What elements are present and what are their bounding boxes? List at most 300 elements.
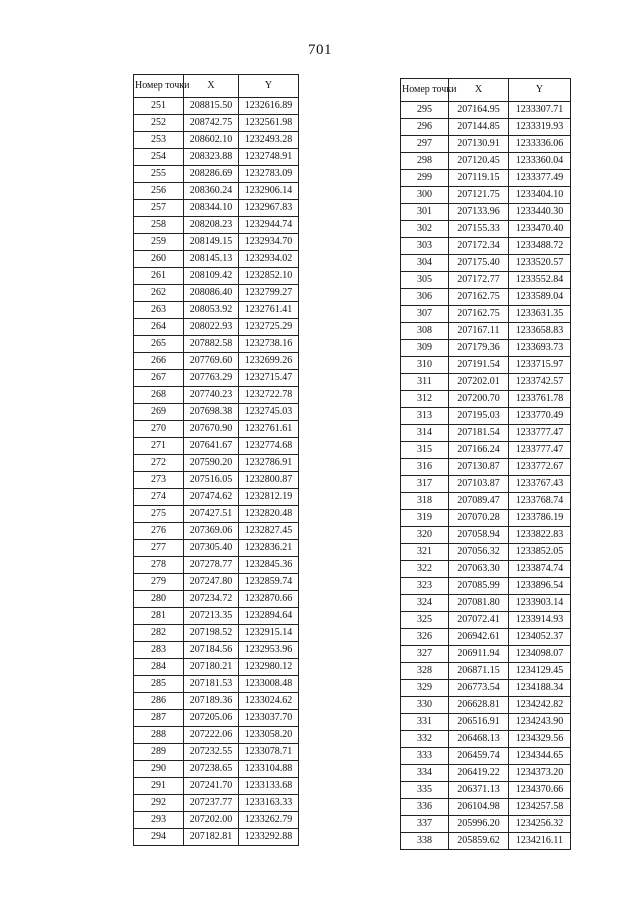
x-coordinate-cell: 205859.62: [449, 833, 509, 850]
point-number-cell: 333: [401, 748, 449, 765]
page-number: 701: [308, 42, 332, 58]
y-coordinate-cell: 1233822.83: [509, 527, 571, 544]
table-row: [401, 340, 571, 357]
table-row: [401, 527, 571, 544]
point-number-cell: 269: [134, 404, 184, 421]
point-number-cell: 270: [134, 421, 184, 438]
x-coordinate-cell: 206871.15: [449, 663, 509, 680]
x-coordinate-cell: 208145.13: [184, 251, 239, 268]
x-coordinate-cell: 208602.10: [184, 132, 239, 149]
point-number-cell: 259: [134, 234, 184, 251]
point-number-cell: 256: [134, 183, 184, 200]
y-coordinate-cell: 1233896.54: [509, 578, 571, 595]
x-coordinate-cell: 208323.88: [184, 149, 239, 166]
table-row: [401, 425, 571, 442]
y-coordinate-cell: 1232786.91: [239, 455, 299, 472]
table-header-row: [401, 79, 571, 102]
x-coordinate-cell: 207058.94: [449, 527, 509, 544]
x-coordinate-cell: 207181.54: [449, 425, 509, 442]
table-row: [134, 149, 299, 166]
table-row: [134, 251, 299, 268]
point-number-cell: 309: [401, 340, 449, 357]
x-coordinate-cell: 207247.80: [184, 574, 239, 591]
table-row: [134, 523, 299, 540]
y-coordinate-cell: 1232699.26: [239, 353, 299, 370]
point-number-cell: 277: [134, 540, 184, 557]
x-coordinate-cell: 206942.61: [449, 629, 509, 646]
x-coordinate-cell: 208053.92: [184, 302, 239, 319]
table-row: [401, 255, 571, 272]
table-row: [401, 136, 571, 153]
x-coordinate-cell: 207769.60: [184, 353, 239, 370]
point-number-cell: 304: [401, 255, 449, 272]
x-coordinate-cell: 207144.85: [449, 119, 509, 136]
point-number-cell: 279: [134, 574, 184, 591]
x-coordinate-cell: 207162.75: [449, 306, 509, 323]
y-coordinate-cell: 1233658.83: [509, 323, 571, 340]
table-row: [401, 714, 571, 731]
x-coordinate-cell: 208208.23: [184, 217, 239, 234]
y-coordinate-cell: 1233914.93: [509, 612, 571, 629]
y-coordinate-cell: 1232616.89: [239, 98, 299, 115]
y-coordinate-cell: 1232934.70: [239, 234, 299, 251]
x-coordinate-cell: 207590.20: [184, 455, 239, 472]
table-row: [134, 234, 299, 251]
table-row: [134, 268, 299, 285]
y-coordinate-cell: 1232745.03: [239, 404, 299, 421]
y-coordinate-cell: 1233631.35: [509, 306, 571, 323]
y-coordinate-cell: 1233772.67: [509, 459, 571, 476]
point-number-cell: 327: [401, 646, 449, 663]
y-coordinate-cell: 1234098.07: [509, 646, 571, 663]
point-number-cell: 273: [134, 472, 184, 489]
y-coordinate-cell: 1233163.33: [239, 795, 299, 812]
point-number-cell: 286: [134, 693, 184, 710]
point-number-cell: 328: [401, 663, 449, 680]
x-coordinate-cell: 208360.24: [184, 183, 239, 200]
x-coordinate-cell: 207205.06: [184, 710, 239, 727]
y-coordinate-cell: 1234243.90: [509, 714, 571, 731]
y-coordinate-cell: 1233520.57: [509, 255, 571, 272]
y-coordinate-cell: 1232845.36: [239, 557, 299, 574]
point-number-cell: 322: [401, 561, 449, 578]
point-number-cell: 291: [134, 778, 184, 795]
x-coordinate-cell: 207241.70: [184, 778, 239, 795]
table-row: [401, 697, 571, 714]
y-coordinate-cell: 1232852.10: [239, 268, 299, 285]
x-coordinate-cell: 207698.38: [184, 404, 239, 421]
y-coordinate-cell: 1232820.48: [239, 506, 299, 523]
coordinates-table-left: [133, 74, 299, 846]
point-number-cell: 310: [401, 357, 449, 374]
point-number-cell: 324: [401, 595, 449, 612]
table-row: [401, 782, 571, 799]
table-row: [134, 336, 299, 353]
point-number-cell: 289: [134, 744, 184, 761]
point-number-cell: 306: [401, 289, 449, 306]
y-coordinate-cell: 1232761.41: [239, 302, 299, 319]
table-row: [134, 319, 299, 336]
point-number-cell: 320: [401, 527, 449, 544]
y-coordinate-cell: 1232812.19: [239, 489, 299, 506]
point-number-cell: 315: [401, 442, 449, 459]
y-coordinate-cell: 1234373.20: [509, 765, 571, 782]
y-coordinate-cell: 1234242.82: [509, 697, 571, 714]
y-coordinate-cell: 1232836.21: [239, 540, 299, 557]
point-number-cell: 332: [401, 731, 449, 748]
point-number-cell: 266: [134, 353, 184, 370]
y-coordinate-cell: 1233336.06: [509, 136, 571, 153]
x-coordinate-cell: 207278.77: [184, 557, 239, 574]
point-number-cell: 261: [134, 268, 184, 285]
point-number-cell: 258: [134, 217, 184, 234]
table-row: [134, 557, 299, 574]
point-number-cell: 335: [401, 782, 449, 799]
point-number-cell: 336: [401, 799, 449, 816]
point-number-cell: 313: [401, 408, 449, 425]
table-row: [401, 187, 571, 204]
table-row: [401, 799, 571, 816]
y-coordinate-cell: 1232715.47: [239, 370, 299, 387]
x-coordinate-cell: 207305.40: [184, 540, 239, 557]
y-coordinate-cell: 1233874.74: [509, 561, 571, 578]
point-number-cell: 316: [401, 459, 449, 476]
y-coordinate-cell: 1233693.73: [509, 340, 571, 357]
point-number-cell: 276: [134, 523, 184, 540]
x-coordinate-cell: 207670.90: [184, 421, 239, 438]
point-number-cell: 301: [401, 204, 449, 221]
x-coordinate-cell: 207237.77: [184, 795, 239, 812]
x-coordinate-cell: 206459.74: [449, 748, 509, 765]
x-coordinate-cell: 207166.24: [449, 442, 509, 459]
table-row: [134, 115, 299, 132]
point-number-cell: 330: [401, 697, 449, 714]
x-coordinate-cell: 207089.47: [449, 493, 509, 510]
point-number-cell: 254: [134, 149, 184, 166]
point-number-cell: 272: [134, 455, 184, 472]
table-row: [134, 574, 299, 591]
x-coordinate-cell: 205996.20: [449, 816, 509, 833]
table-row: [134, 132, 299, 149]
y-coordinate-cell: 1234188.34: [509, 680, 571, 697]
y-coordinate-cell: 1233024.62: [239, 693, 299, 710]
table-row: [401, 442, 571, 459]
point-number-cell: 284: [134, 659, 184, 676]
table-row: [401, 510, 571, 527]
x-coordinate-cell: 207189.36: [184, 693, 239, 710]
column-header-x: X: [449, 79, 509, 102]
table-row: [401, 544, 571, 561]
table-row: [401, 221, 571, 238]
point-number-cell: 325: [401, 612, 449, 629]
x-coordinate-cell: 207238.65: [184, 761, 239, 778]
table-row: [401, 306, 571, 323]
table-row: [134, 302, 299, 319]
point-number-cell: 334: [401, 765, 449, 782]
table-row: [134, 540, 299, 557]
table-row: [134, 98, 299, 115]
x-coordinate-cell: 207222.06: [184, 727, 239, 744]
y-coordinate-cell: 1233768.74: [509, 493, 571, 510]
table-row: [134, 693, 299, 710]
column-header-x: X: [184, 75, 239, 98]
point-number-cell: 331: [401, 714, 449, 731]
y-coordinate-cell: 1233777.47: [509, 425, 571, 442]
x-coordinate-cell: 207198.52: [184, 625, 239, 642]
x-coordinate-cell: 208286.69: [184, 166, 239, 183]
point-number-cell: 287: [134, 710, 184, 727]
table-row: [134, 438, 299, 455]
x-coordinate-cell: 207121.75: [449, 187, 509, 204]
x-coordinate-cell: 206468.13: [449, 731, 509, 748]
x-coordinate-cell: 208742.75: [184, 115, 239, 132]
x-coordinate-cell: 207155.33: [449, 221, 509, 238]
y-coordinate-cell: 1232980.12: [239, 659, 299, 676]
point-number-cell: 290: [134, 761, 184, 778]
y-coordinate-cell: 1233008.48: [239, 676, 299, 693]
table-row: [401, 578, 571, 595]
y-coordinate-cell: 1233037.70: [239, 710, 299, 727]
table-row: [401, 459, 571, 476]
table-row: [401, 748, 571, 765]
y-coordinate-cell: 1233488.72: [509, 238, 571, 255]
point-number-cell: 292: [134, 795, 184, 812]
y-coordinate-cell: 1233770.49: [509, 408, 571, 425]
table-row: [401, 612, 571, 629]
point-number-cell: 293: [134, 812, 184, 829]
table-row: [134, 404, 299, 421]
table-row: [134, 608, 299, 625]
y-coordinate-cell: 1233552.84: [509, 272, 571, 289]
table-row: [134, 795, 299, 812]
x-coordinate-cell: 207175.40: [449, 255, 509, 272]
point-number-cell: 308: [401, 323, 449, 340]
point-number-cell: 282: [134, 625, 184, 642]
x-coordinate-cell: 206371.13: [449, 782, 509, 799]
x-coordinate-cell: 207184.56: [184, 642, 239, 659]
x-coordinate-cell: 207200.70: [449, 391, 509, 408]
y-coordinate-cell: 1232934.02: [239, 251, 299, 268]
x-coordinate-cell: 207427.51: [184, 506, 239, 523]
x-coordinate-cell: 207130.91: [449, 136, 509, 153]
point-number-cell: 280: [134, 591, 184, 608]
table-row: [134, 625, 299, 642]
y-coordinate-cell: 1233360.04: [509, 153, 571, 170]
point-number-cell: 302: [401, 221, 449, 238]
x-coordinate-cell: 207195.03: [449, 408, 509, 425]
y-coordinate-cell: 1234216.11: [509, 833, 571, 850]
y-coordinate-cell: 1232827.45: [239, 523, 299, 540]
point-number-cell: 319: [401, 510, 449, 527]
x-coordinate-cell: 207133.96: [449, 204, 509, 221]
x-coordinate-cell: 207234.72: [184, 591, 239, 608]
point-number-cell: 283: [134, 642, 184, 659]
point-number-cell: 263: [134, 302, 184, 319]
x-coordinate-cell: 207763.29: [184, 370, 239, 387]
y-coordinate-cell: 1233307.71: [509, 102, 571, 119]
y-coordinate-cell: 1232738.16: [239, 336, 299, 353]
point-number-cell: 281: [134, 608, 184, 625]
point-number-cell: 298: [401, 153, 449, 170]
y-coordinate-cell: 1233262.79: [239, 812, 299, 829]
y-coordinate-cell: 1233786.19: [509, 510, 571, 527]
point-number-cell: 317: [401, 476, 449, 493]
table-row: [401, 119, 571, 136]
table-row: [134, 727, 299, 744]
table-row: [134, 591, 299, 608]
point-number-cell: 337: [401, 816, 449, 833]
table-row: [401, 153, 571, 170]
x-coordinate-cell: 207474.62: [184, 489, 239, 506]
point-number-cell: 294: [134, 829, 184, 846]
point-number-cell: 318: [401, 493, 449, 510]
y-coordinate-cell: 1233319.93: [509, 119, 571, 136]
table-row: [134, 200, 299, 217]
y-coordinate-cell: 1232906.14: [239, 183, 299, 200]
y-coordinate-cell: 1234129.45: [509, 663, 571, 680]
table-row: [401, 663, 571, 680]
y-coordinate-cell: 1232783.09: [239, 166, 299, 183]
table-row: [401, 289, 571, 306]
table-row: [134, 676, 299, 693]
y-coordinate-cell: 1233589.04: [509, 289, 571, 306]
table-row: [134, 455, 299, 472]
table-row: [401, 374, 571, 391]
table-row: [134, 387, 299, 404]
y-coordinate-cell: 1232800.87: [239, 472, 299, 489]
point-number-cell: 295: [401, 102, 449, 119]
x-coordinate-cell: 207202.00: [184, 812, 239, 829]
table-row: [401, 493, 571, 510]
point-number-cell: 297: [401, 136, 449, 153]
table-row: [134, 778, 299, 795]
x-coordinate-cell: 207213.35: [184, 608, 239, 625]
x-coordinate-cell: 207130.87: [449, 459, 509, 476]
table-row: [401, 391, 571, 408]
x-coordinate-cell: 208815.50: [184, 98, 239, 115]
y-coordinate-cell: 1233777.47: [509, 442, 571, 459]
y-coordinate-cell: 1232870.66: [239, 591, 299, 608]
point-number-cell: 265: [134, 336, 184, 353]
x-coordinate-cell: 207172.77: [449, 272, 509, 289]
x-coordinate-cell: 208149.15: [184, 234, 239, 251]
point-number-cell: 288: [134, 727, 184, 744]
x-coordinate-cell: 208086.40: [184, 285, 239, 302]
table-row: [401, 357, 571, 374]
point-number-cell: 300: [401, 187, 449, 204]
table-row: [134, 421, 299, 438]
y-coordinate-cell: 1232561.98: [239, 115, 299, 132]
x-coordinate-cell: 207072.41: [449, 612, 509, 629]
x-coordinate-cell: 207181.53: [184, 676, 239, 693]
coordinates-table-right: [400, 78, 571, 850]
table-row: [134, 489, 299, 506]
table-row: [401, 408, 571, 425]
y-coordinate-cell: 1232722.78: [239, 387, 299, 404]
x-coordinate-cell: 207070.28: [449, 510, 509, 527]
point-number-cell: 271: [134, 438, 184, 455]
y-coordinate-cell: 1234256.32: [509, 816, 571, 833]
y-coordinate-cell: 1233470.40: [509, 221, 571, 238]
x-coordinate-cell: 207103.87: [449, 476, 509, 493]
x-coordinate-cell: 208109.42: [184, 268, 239, 285]
column-header-y: Y: [509, 79, 571, 102]
x-coordinate-cell: 207641.67: [184, 438, 239, 455]
x-coordinate-cell: 206419.22: [449, 765, 509, 782]
column-header-y: Y: [239, 75, 299, 98]
y-coordinate-cell: 1233767.43: [509, 476, 571, 493]
table-row: [134, 370, 299, 387]
x-coordinate-cell: 207085.99: [449, 578, 509, 595]
y-coordinate-cell: 1234257.58: [509, 799, 571, 816]
table-row: [134, 183, 299, 200]
point-number-cell: 312: [401, 391, 449, 408]
table-row: [401, 816, 571, 833]
y-coordinate-cell: 1233852.05: [509, 544, 571, 561]
table-row: [401, 323, 571, 340]
y-coordinate-cell: 1233440.30: [509, 204, 571, 221]
point-number-cell: 303: [401, 238, 449, 255]
table-row: [401, 629, 571, 646]
x-coordinate-cell: 206516.91: [449, 714, 509, 731]
y-coordinate-cell: 1232859.74: [239, 574, 299, 591]
table-row: [134, 812, 299, 829]
y-coordinate-cell: 1233404.10: [509, 187, 571, 204]
table-row: [401, 731, 571, 748]
y-coordinate-cell: 1234344.65: [509, 748, 571, 765]
point-number-cell: 252: [134, 115, 184, 132]
table-row: [134, 710, 299, 727]
y-coordinate-cell: 1233058.20: [239, 727, 299, 744]
y-coordinate-cell: 1232953.96: [239, 642, 299, 659]
x-coordinate-cell: 207081.80: [449, 595, 509, 612]
point-number-cell: 338: [401, 833, 449, 850]
point-number-cell: 314: [401, 425, 449, 442]
x-coordinate-cell: 207119.15: [449, 170, 509, 187]
point-number-cell: 262: [134, 285, 184, 302]
x-coordinate-cell: 207740.23: [184, 387, 239, 404]
point-number-cell: 311: [401, 374, 449, 391]
table-row: [401, 561, 571, 578]
x-coordinate-cell: 206773.54: [449, 680, 509, 697]
y-coordinate-cell: 1233715.97: [509, 357, 571, 374]
x-coordinate-cell: 207063.30: [449, 561, 509, 578]
table-row: [401, 476, 571, 493]
x-coordinate-cell: 207191.54: [449, 357, 509, 374]
x-coordinate-cell: 207162.75: [449, 289, 509, 306]
x-coordinate-cell: 206628.81: [449, 697, 509, 714]
table-row: [401, 646, 571, 663]
y-coordinate-cell: 1233742.57: [509, 374, 571, 391]
point-number-cell: 274: [134, 489, 184, 506]
table-row: [134, 285, 299, 302]
point-number-cell: 323: [401, 578, 449, 595]
point-number-cell: 305: [401, 272, 449, 289]
x-coordinate-cell: 207180.21: [184, 659, 239, 676]
y-coordinate-cell: 1232761.61: [239, 421, 299, 438]
table-row: [134, 659, 299, 676]
table-row: [134, 166, 299, 183]
y-coordinate-cell: 1232799.27: [239, 285, 299, 302]
y-coordinate-cell: 1233761.78: [509, 391, 571, 408]
point-number-cell: 278: [134, 557, 184, 574]
point-number-cell: 296: [401, 119, 449, 136]
y-coordinate-cell: 1233133.68: [239, 778, 299, 795]
table-row: [134, 472, 299, 489]
table-row: [401, 170, 571, 187]
y-coordinate-cell: 1234370.66: [509, 782, 571, 799]
table-header-row: [134, 75, 299, 98]
